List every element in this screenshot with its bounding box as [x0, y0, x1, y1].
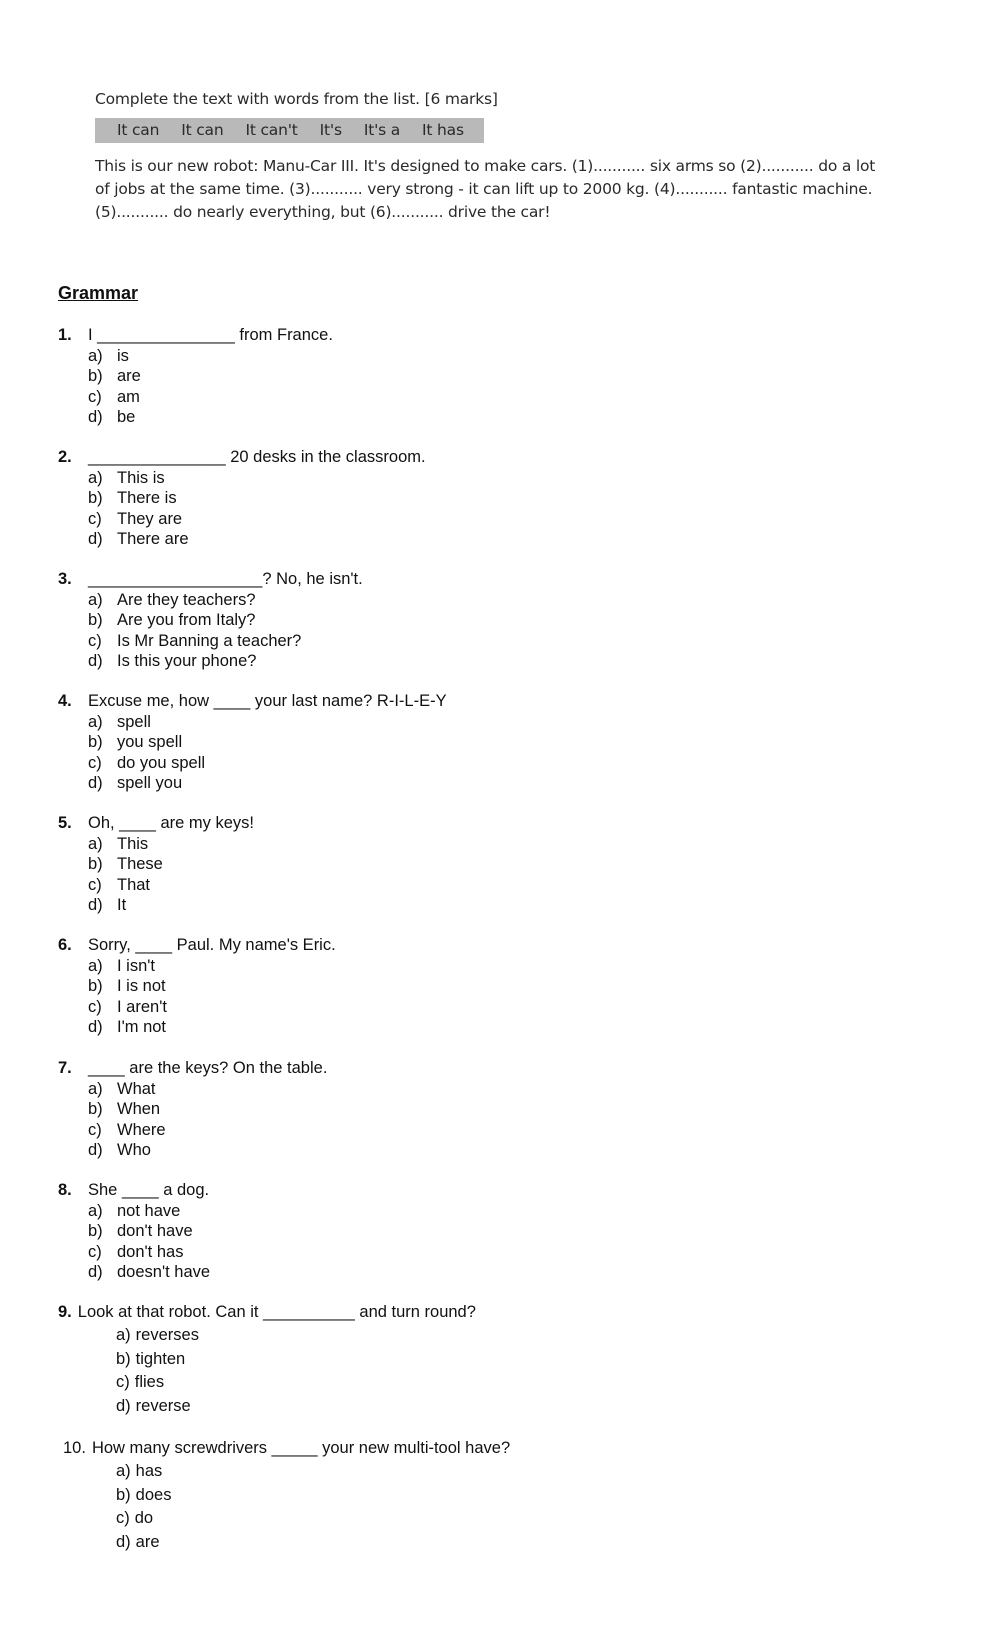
option-letter: d) [88, 1141, 103, 1160]
answer-option[interactable] [88, 509, 426, 530]
answer-option[interactable] [88, 407, 333, 428]
option-text: Are they teachers? [117, 590, 256, 609]
question-stem: _______________ 20 desks in the classroom. [88, 448, 426, 466]
grammar-heading: Grammar [58, 283, 139, 303]
option-letter: b) [88, 855, 103, 874]
question-2 [58, 447, 426, 550]
answer-option[interactable] [88, 732, 447, 753]
option-text: tighten [135, 1349, 186, 1368]
question-8 [58, 1180, 210, 1283]
answer-option[interactable] [88, 895, 254, 916]
answer-option[interactable] [88, 773, 447, 794]
option-text: What [117, 1079, 156, 1098]
question-number: 4. [58, 692, 72, 710]
option-text: I isn't [117, 956, 155, 975]
option-text: These [117, 855, 163, 874]
option-letter: d) [88, 1018, 103, 1037]
option-letter: c) [88, 387, 102, 406]
option-letter: c) [116, 1373, 130, 1392]
answer-option[interactable] [88, 1017, 336, 1038]
option-text: doesn't have [117, 1263, 211, 1282]
option-text: reverses [135, 1326, 199, 1345]
option-text: There is [117, 489, 177, 508]
option-letter: a) [88, 346, 103, 365]
question-number: 9. [58, 1303, 72, 1321]
option-letter: b) [88, 733, 103, 752]
option-text: not have [117, 1201, 181, 1220]
question-6 [58, 935, 336, 1038]
answer-option[interactable] [88, 651, 363, 672]
option-letter: a) [116, 1326, 131, 1345]
option-text: is [117, 346, 129, 365]
question-stem: Oh, ____ are my keys! [88, 814, 254, 832]
answer-option[interactable] [116, 1371, 476, 1394]
answer-option[interactable] [88, 1201, 210, 1222]
answer-option[interactable] [88, 488, 426, 509]
answer-option[interactable] [88, 610, 363, 631]
question-4 [58, 691, 447, 794]
answer-option[interactable] [88, 387, 333, 408]
exercise-text-line: (5)........... do nearly everything, but (6)........... drive the car! [95, 203, 551, 221]
word-list-item: It's a [363, 121, 401, 139]
option-text: Where [117, 1120, 166, 1139]
option-letter: d) [88, 408, 103, 427]
option-letter: c) [88, 997, 102, 1016]
option-text: flies [134, 1373, 165, 1392]
option-text: Is Mr Banning a teacher? [117, 631, 302, 650]
answer-option[interactable] [116, 1484, 510, 1507]
question-number: 1. [58, 326, 72, 344]
option-letter: a) [88, 468, 103, 487]
option-letter: b) [88, 367, 103, 386]
answer-option[interactable] [88, 997, 336, 1018]
option-text: are [135, 1532, 160, 1551]
option-text: That [117, 875, 151, 894]
question-stem: Sorry, ____ Paul. My name's Eric. [88, 936, 336, 954]
question-1 [58, 325, 333, 428]
option-letter: c) [88, 631, 102, 650]
option-letter: d) [88, 652, 103, 671]
question-5 [58, 813, 254, 916]
option-text: I'm not [117, 1018, 167, 1037]
answer-option[interactable] [116, 1324, 476, 1347]
answer-option[interactable] [88, 875, 254, 896]
word-list-item: It can't [245, 121, 298, 139]
answer-option[interactable] [88, 1120, 327, 1141]
option-letter: d) [116, 1396, 131, 1415]
answer-option[interactable] [116, 1395, 476, 1418]
answer-option[interactable] [88, 631, 363, 652]
option-text: spell you [117, 774, 183, 793]
option-letter: a) [88, 1079, 103, 1098]
question-stem: ___________________? No, he isn't. [88, 570, 363, 588]
option-letter: b) [116, 1349, 131, 1368]
word-list-item: It's [319, 121, 342, 139]
option-text: has [135, 1462, 163, 1481]
answer-option[interactable] [116, 1507, 510, 1530]
option-letter: b) [116, 1485, 131, 1504]
question-number: 10. [63, 1439, 86, 1457]
option-text: spell [117, 712, 151, 731]
option-letter: c) [88, 509, 102, 528]
option-text: Are you from Italy? [117, 611, 256, 630]
answer-option[interactable] [116, 1348, 476, 1371]
question-7 [58, 1058, 327, 1161]
option-letter: c) [116, 1509, 130, 1528]
option-letter: a) [88, 712, 103, 731]
option-text: They are [117, 509, 183, 528]
option-text: am [117, 387, 140, 406]
option-text: There are [117, 530, 189, 549]
answer-option[interactable] [88, 529, 426, 550]
option-text: don't have [117, 1222, 193, 1241]
question-9 [58, 1301, 476, 1418]
word-list-item: It has [422, 121, 464, 139]
option-letter: b) [88, 1222, 103, 1241]
answer-option[interactable] [116, 1460, 510, 1483]
answer-option[interactable] [88, 1099, 327, 1120]
option-letter: a) [88, 590, 103, 609]
option-letter: d) [88, 530, 103, 549]
question-number: 3. [58, 570, 72, 588]
option-text: be [117, 408, 136, 427]
answer-option[interactable] [88, 366, 333, 387]
question-number: 6. [58, 936, 72, 954]
answer-option[interactable] [88, 956, 336, 977]
option-letter: b) [88, 489, 103, 508]
answer-option[interactable] [88, 753, 447, 774]
option-letter: c) [88, 1242, 102, 1261]
option-letter: d) [88, 774, 103, 793]
option-text: don't has [117, 1242, 184, 1261]
option-text: do you spell [117, 753, 206, 772]
option-text: Who [117, 1141, 151, 1160]
option-text: When [117, 1100, 161, 1119]
answer-option[interactable] [88, 1262, 210, 1283]
answer-option[interactable] [116, 1531, 510, 1554]
word-list-item: It can [181, 121, 224, 139]
option-letter: c) [88, 753, 102, 772]
question-stem: Look at that robot. Can it __________ and turn round? [77, 1303, 476, 1321]
option-letter: b) [88, 1100, 103, 1119]
answer-option[interactable] [88, 1221, 210, 1242]
option-text: are [117, 367, 141, 386]
option-text: do [134, 1509, 154, 1528]
option-text: Is this your phone? [117, 652, 257, 671]
option-text: It [117, 896, 127, 915]
option-letter: d) [88, 1263, 103, 1282]
option-letter: d) [116, 1532, 131, 1551]
exercise-text-line: This is our new robot: Manu-Car III. It's designed to make cars. (1)........... six arms so (2)........... do a lot [95, 157, 876, 175]
answer-option[interactable] [88, 1079, 327, 1100]
exercise-instruction: Complete the text with words from the list. [6 marks] [95, 90, 498, 108]
word-list-box [95, 118, 484, 143]
option-text: I aren't [117, 997, 167, 1016]
exercise-text-line: of jobs at the same time. (3)........... very strong - it can lift up to 2000 kg. (4)........... fantastic machine. [95, 180, 873, 198]
question-stem: How many screwdrivers _____ your new multi-tool have? [91, 1439, 511, 1457]
option-text: you spell [117, 733, 183, 752]
word-list-item: It can [117, 121, 160, 139]
option-letter: d) [88, 896, 103, 915]
option-text: This is [117, 468, 165, 487]
option-letter: c) [88, 1120, 102, 1139]
option-text: does [135, 1485, 172, 1504]
answer-option[interactable] [88, 976, 336, 997]
exercise-section [95, 90, 885, 224]
answer-option[interactable] [88, 834, 254, 855]
question-number: 8. [58, 1181, 72, 1199]
question-stem: I _______________ from France. [88, 326, 333, 344]
question-number: 5. [58, 814, 72, 832]
answer-option[interactable] [88, 712, 447, 733]
question-number: 7. [58, 1059, 72, 1077]
question-stem: Excuse me, how ____ your last name? R-I-L-E-Y [88, 692, 447, 710]
answer-option[interactable] [88, 590, 363, 611]
answer-option[interactable] [88, 346, 333, 367]
option-letter: a) [88, 834, 103, 853]
answer-option[interactable] [88, 1140, 327, 1161]
option-text: This [117, 834, 149, 853]
option-text: reverse [135, 1396, 191, 1415]
question-number: 2. [58, 448, 72, 466]
option-letter: a) [88, 956, 103, 975]
option-letter: a) [88, 1201, 103, 1220]
answer-option[interactable] [88, 1242, 210, 1263]
question-3 [58, 569, 363, 672]
option-letter: c) [88, 875, 102, 894]
question-stem: She ____ a dog. [88, 1181, 210, 1199]
answer-option[interactable] [88, 468, 426, 489]
option-letter: b) [88, 611, 103, 630]
question-10 [63, 1437, 510, 1554]
option-letter: b) [88, 977, 103, 996]
option-letter: a) [116, 1462, 131, 1481]
option-text: I is not [117, 977, 166, 996]
question-stem: ____ are the keys? On the table. [88, 1059, 328, 1077]
answer-option[interactable] [88, 854, 254, 875]
exercise-text [95, 155, 885, 224]
